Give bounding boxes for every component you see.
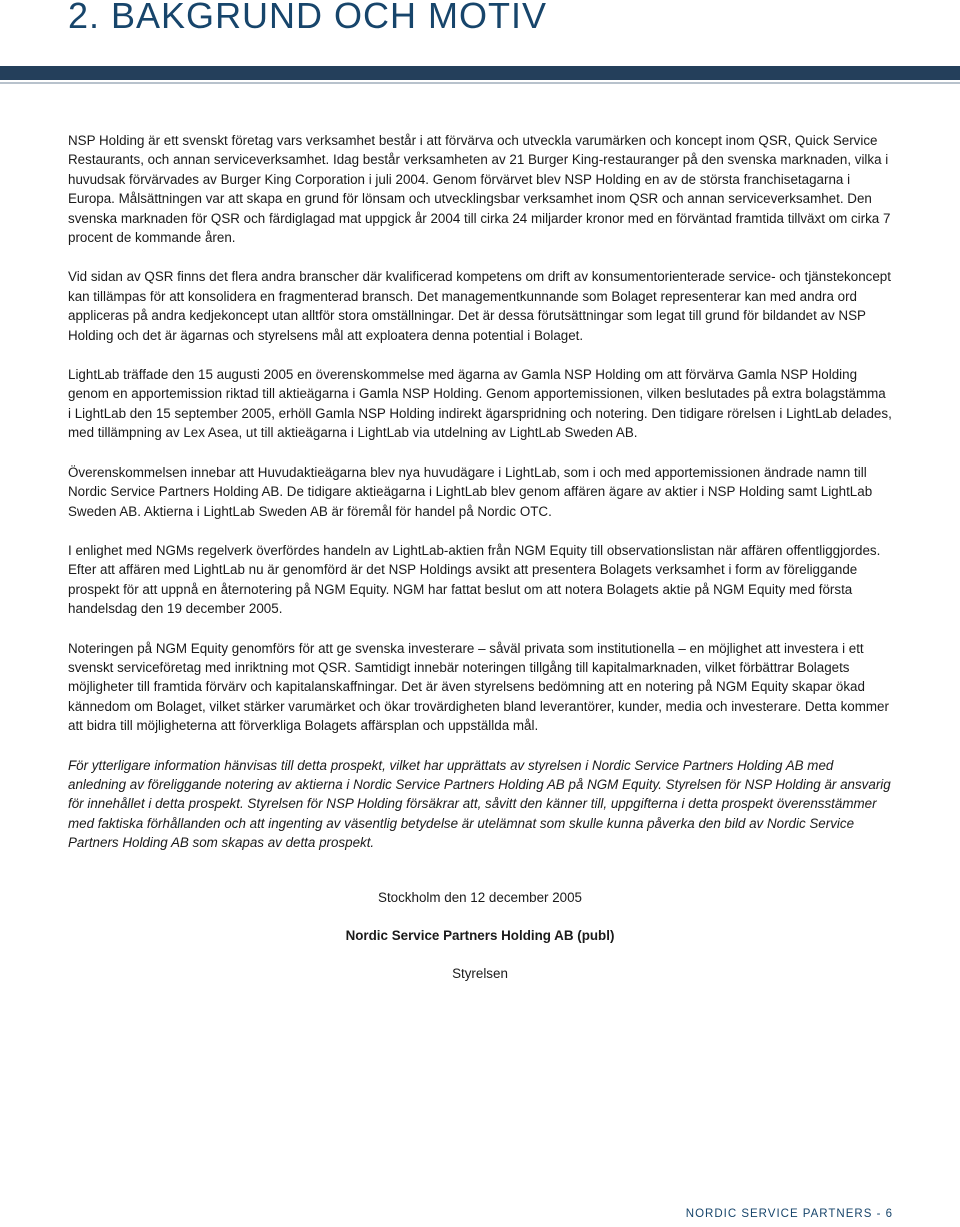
paragraph-disclaimer: För ytterligare information hänvisas till detta prospekt, vilket har upprättats av styrelsen i Nordic Service Partners Holding AB med anledning av föreliggande notering av aktierna i Nordic Service Partners Holding AB på NGM Equity. Styrelsen för NSP Holding är ansvarig för innehållet i detta prospekt. Styrelsen för NSP Holding försäkrar att, såvitt den känner till, uppgifterna i detta prospekt överensstämmer med faktiska förhållanden och att ingenting av väsentlig betydelse är utelämnat som skulle kunna påverka den bild av Nordic Service Partners Holding AB som skapas av detta prospekt. [68, 757, 891, 851]
page-footer: NORDIC SERVICE PARTNERS - 6 [685, 1208, 893, 1220]
signoff-block [68, 888, 892, 983]
signatory: Styrelsen [452, 966, 508, 981]
header-divider-shadow [0, 82, 960, 84]
paragraph-company-intro: NSP Holding är ett svenskt företag vars verksamhet består i att förvärva och utveckla varumärken och koncept inom QSR, Quick Service Restaurants, och annan serviceverksamhet. Idag består verksamheten av 21 Burger King-restauranger på den svenska marknaden, vilka i huvudsak förvärvades av Burger King Corporation i juli 2004. Genom förvärvet blev NSP Holding en av de största franchisetagarna i Europa. Målsättningen var att skapa en grund för lönsam och utvecklingsbar verksamhet inom QSR och annan serviceverksamhet. Den svenska marknaden för QSR och färdiglagad mat uppgick år 2004 till cirka 24 miljarder kronor med en förväntad framtida tillväxt om cirka 7 procent de kommande åren. [68, 133, 891, 246]
header-divider [0, 66, 960, 80]
paragraph-other-industries: Vid sidan av QSR finns det flera andra branscher där kvalificerad kompetens om drift av konsumentorienterade service- och tjänstekoncept kan tillämpas för att konsolidera en fragmenterad bransch. Det managementkunnande som Bolaget representerar kan med andra ord appliceras på andra kedjekoncept utan alltför stora omställningar. Det är dessa förutsättningar som legat till grund för bildandet av NSP Holding och det är ägarnas och styrelsens mål att exploatera denna potential i Bolaget. [68, 269, 891, 343]
paragraph-lightlab-agreement: LightLab träffade den 15 augusti 2005 en överenskommelse med ägarna av Gamla NSP Holding om att förvärva Gamla NSP Holding genom en apportemission riktad till aktieägarna i Gamla NSP Holding. Genom apportemissionen, vilken beslutades på extra bolagstämma i LightLab den 15 september 2005, erhöll Gamla NSP Holding indirekt ägarspridning och notering. Den tidigare rörelsen i LightLab delades, med tillämpning av Lex Asea, ut till aktieägarna i LightLab via utdelning av LightLab Sweden AB. [68, 367, 892, 441]
section-heading: 2. BAKGRUND OCH MOTIV [68, 0, 548, 36]
paragraph-agreement-outcome: Överenskommelsen innebar att Huvudaktieägarna blev nya huvudägare i LightLab, som i och med apportemissionen ändrade namn till Nordic Service Partners Holding AB. De tidigare aktieägarna i LightLab blev genom affären ägare av aktier i NSP Holding samt LightLab Sweden AB. Aktierna i LightLab Sweden AB är föremål för handel på Nordic OTC. [68, 464, 873, 519]
body-text [68, 131, 892, 873]
paragraph-listing-rationale: Noteringen på NGM Equity genomförs för att ge svenska investerare – såväl privata som institutionella – en möjlighet att investera i ett svenskt serviceföretag med inriktning mot QSR. Samtidigt innebär noteringen tillgång till kapitalmarknaden, vilket förbättrar Bolagets möjligheter till framtida förvärv och kapitalanskaffningar. Det är även styrelsens bedömning att en notering på NGM Equity skapar ökad kännedom om Bolaget, vilket stärker varumärket och ökar trovärdigheten bland leverantörer, kunder, media och investerare. Detta kommer att bidra till möjligheterna att förverkliga Bolagets affärsplan och uppställda mål. [68, 640, 889, 734]
paragraph-ngm-rules: I enlighet med NGMs regelverk överfördes handeln av LightLab-aktien från NGM Equity till observationslistan när affären offentliggjordes. Efter att affären med LightLab nu är genomförd är det NSP Holdings avsikt att presentera Bolagets verksamhet i form av föreliggande prospekt för att uppnå en åternotering på NGM Equity. NGM har fattat beslut om att notera Bolagets aktie på NGM Equity med första handelsdag den 19 december 2005. [68, 542, 881, 617]
company-name: Nordic Service Partners Holding AB (publ) [345, 928, 615, 943]
place-date: Stockholm den 12 december 2005 [378, 890, 582, 905]
